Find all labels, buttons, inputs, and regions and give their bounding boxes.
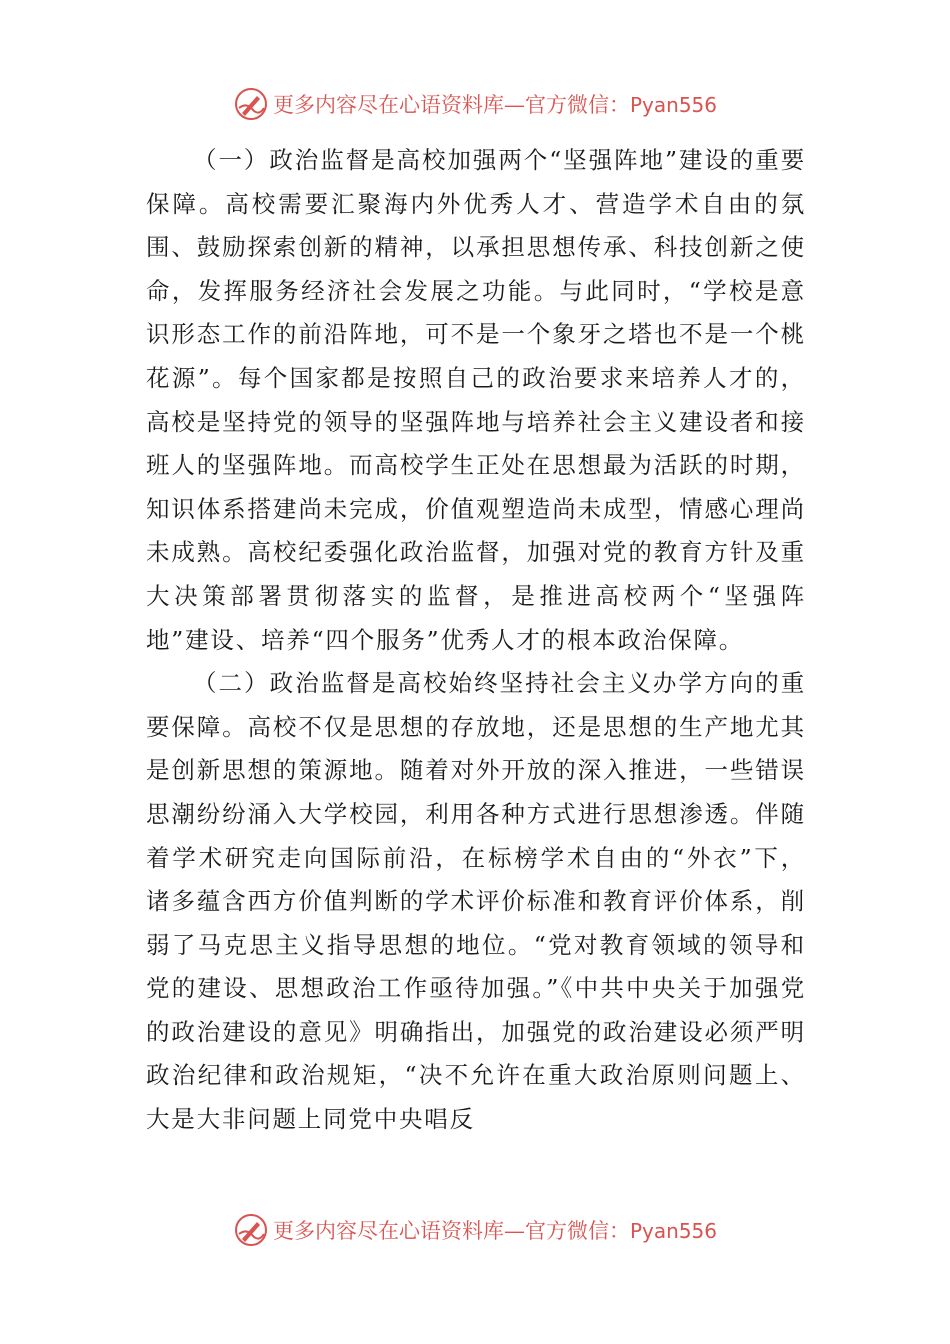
watermark-wechat-id: Pyan556	[629, 1219, 717, 1243]
watermark-text: 更多内容尽在心语资料库—官方微信：Pyan556	[272, 93, 717, 117]
header-watermark	[0, 84, 950, 124]
pen-scroll-icon	[233, 1212, 269, 1248]
pen-scroll-icon	[233, 86, 269, 122]
watermark-text: 更多内容尽在心语资料库—官方微信：Pyan556	[272, 1219, 717, 1243]
paragraph-1: （一）政治监督是高校加强两个“坚强阵地”建设的重要保障。高校需要汇聚海内外优秀人才、营造学术自由的氛围、鼓励探索创新的精神，以承担思想传承、科技创新之使命，发挥服务经济社会发展之功能。与此同时，“学校是意识形态工作的前沿阵地，可不是一个象牙之塔也不是一个桃花源”。每个国家都是按照自己的政治要求来培养人才的，高校是坚持党的领导的坚强阵地与培养社会主义建设者和接班人的坚强阵地。而高校学生正处在思想最为活跃的时期，知识体系搭建尚未完成，价值观塑造尚未成型，情感心理尚未成熟。高校纪委强化政治监督，加强对党的教育方针及重大决策部署贯彻落实的监督，是推进高校两个“坚强阵地”建设、培养“四个服务”优秀人才的根本政治保障。	[146, 146, 806, 654]
document-body	[146, 139, 806, 1142]
paragraph-2: （二）政治监督是高校始终坚持社会主义办学方向的重要保障。高校不仅是思想的存放地，还是思想的生产地尤其是创新思想的策源地。随着对外开放的深入推进，一些错误思潮纷纷涌入大学校园，利用各种方式进行思想渗透。伴随着学术研究走向国际前沿，在标榜学术自由的“外衣”下，诸多蕴含西方价值判断的学术评价标准和教育评价体系，削弱了马克思主义指导思想的地位。“党对教育领域的领导和党的建设、思想政治工作亟待加强。”《中共中央关于加强党的政治建设的意见》明确指出，加强党的政治建设必须严明政治纪律和政治规矩，“决不允许在重大政治原则问题上、大是大非问题上同党中央唱反	[146, 669, 806, 1134]
watermark-wechat-id: Pyan556	[629, 93, 717, 117]
footer-watermark	[0, 1210, 950, 1250]
